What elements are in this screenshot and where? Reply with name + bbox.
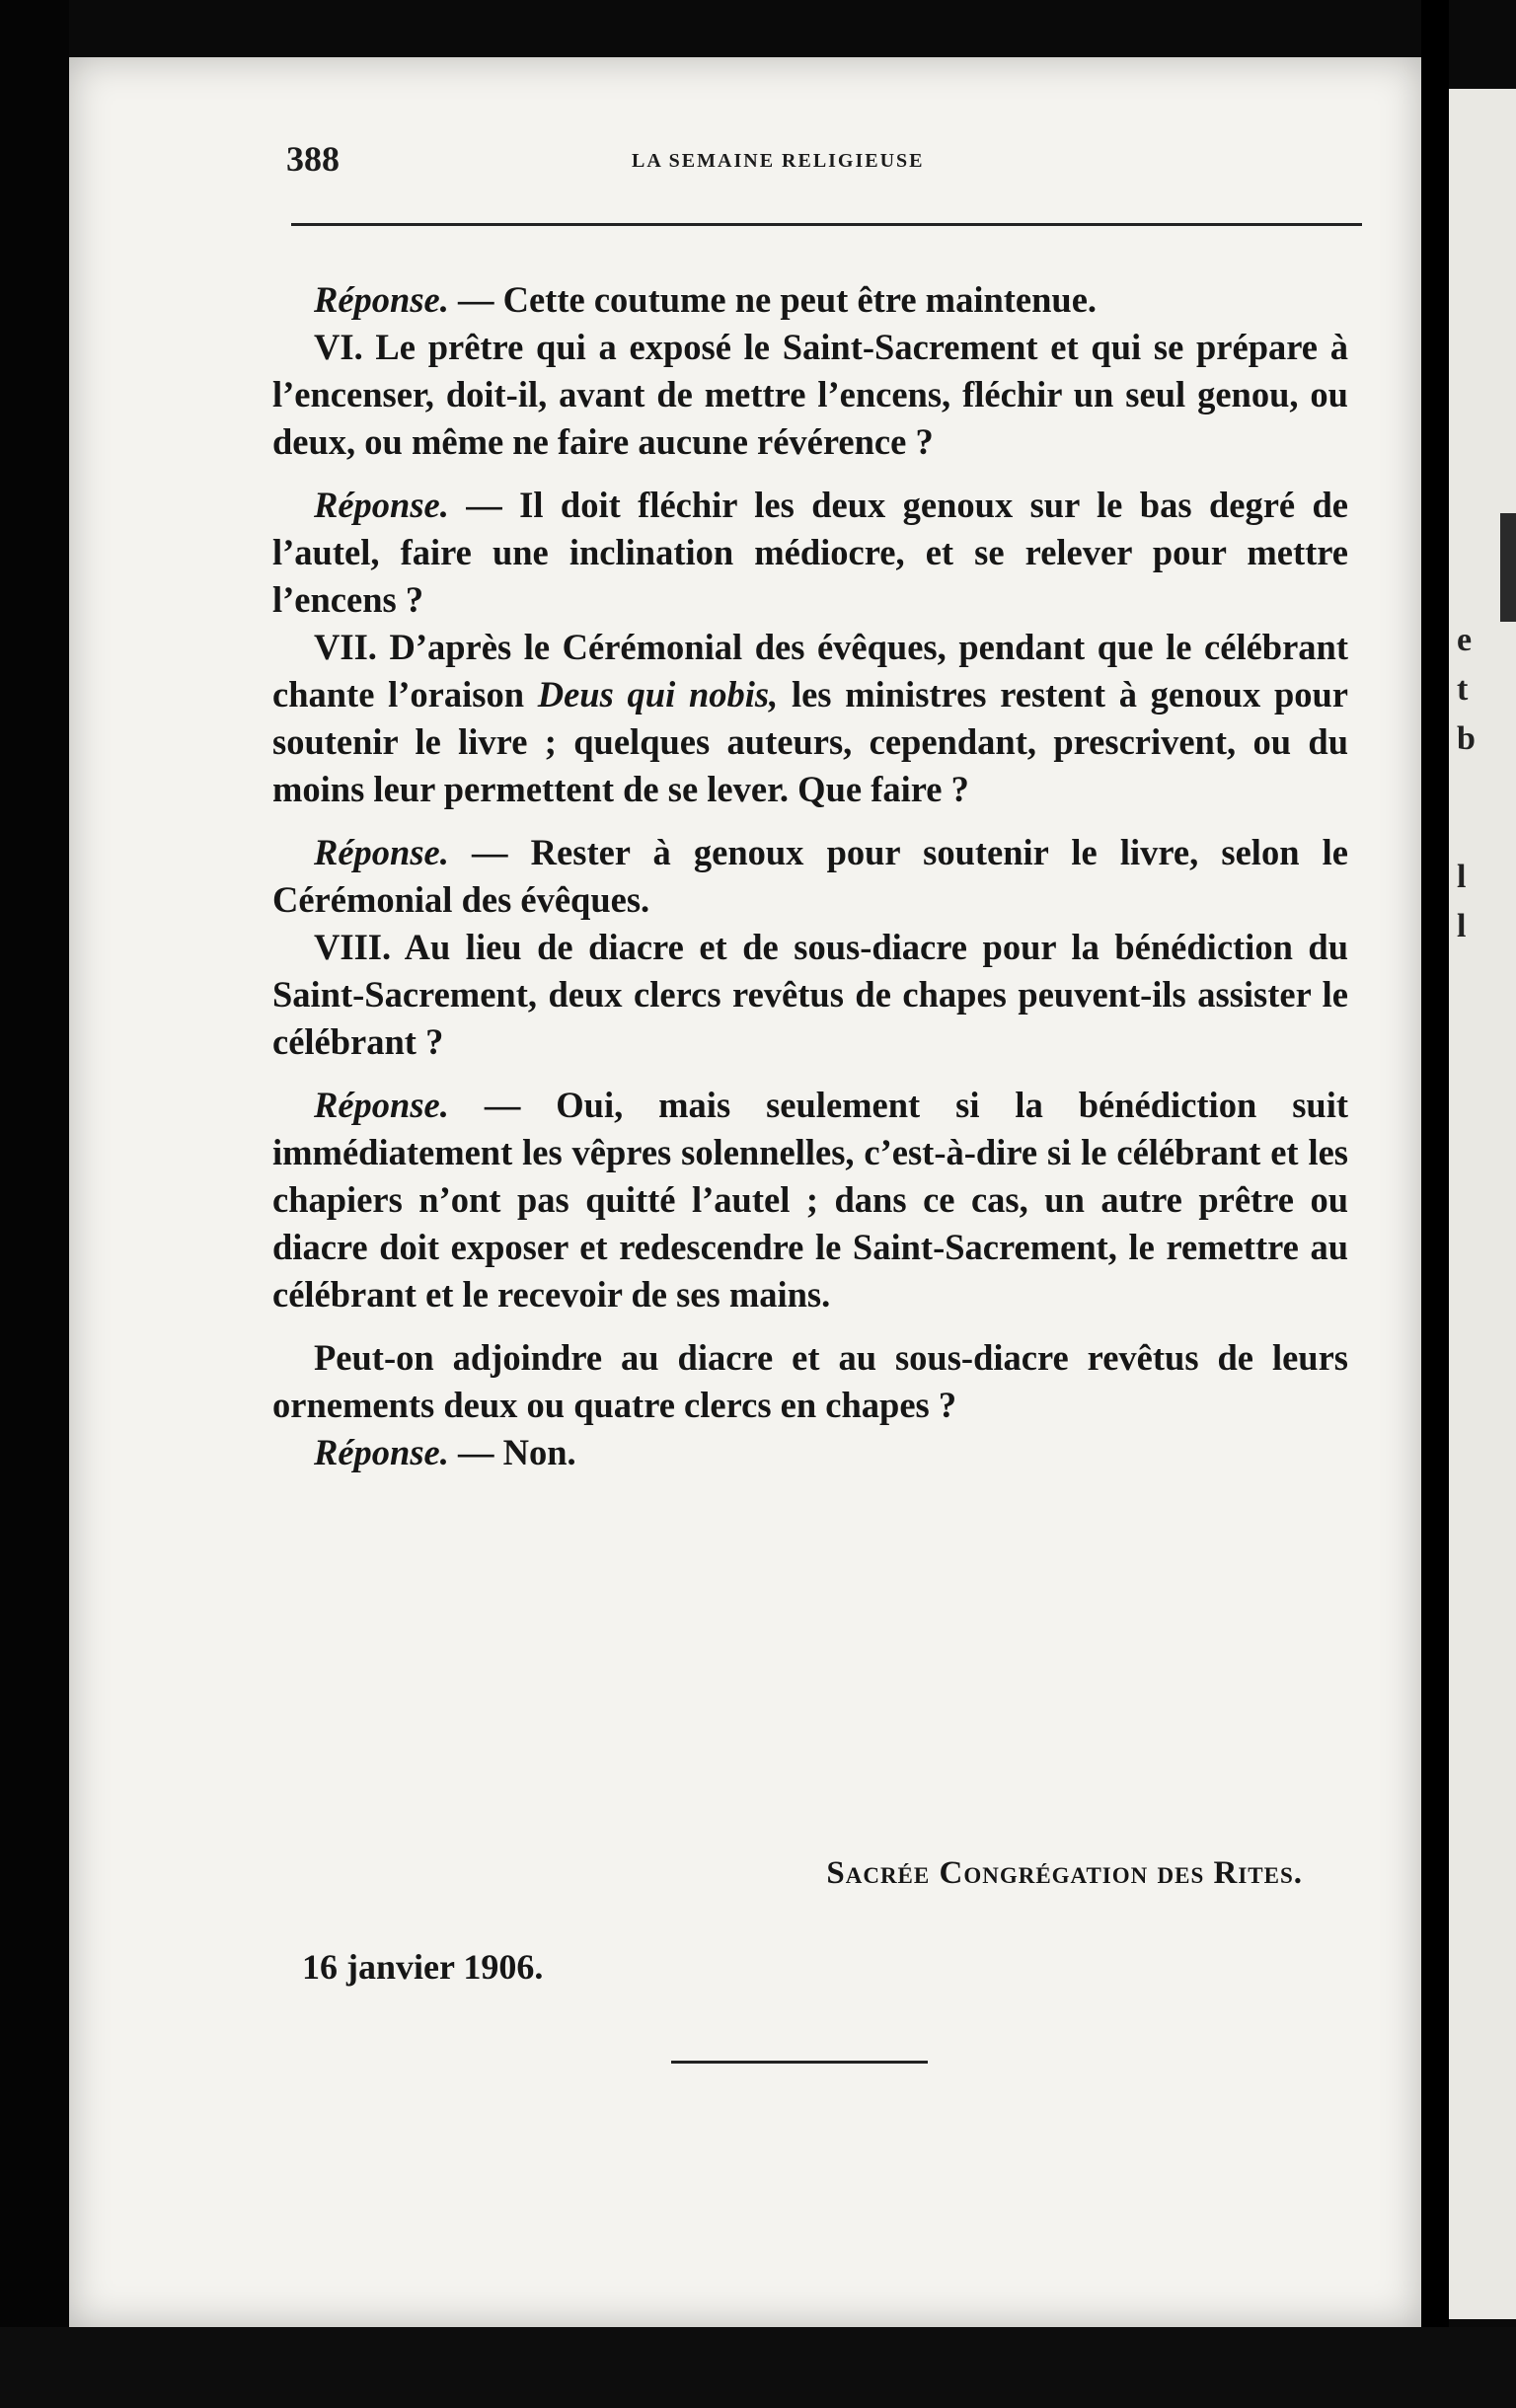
paragraph-text: — Rester à genoux pour soutenir le livre, selon le Cérémonial des évêques. <box>272 832 1348 920</box>
next-page-fragment: l <box>1457 908 1467 944</box>
paragraph-text: VI. Le prêtre qui a exposé le Saint-Sacrement et qui se prépare à l’encenser, doit-il, avant de mettre l’encens, fléchir un seul genou, ou deux, ou même ne faire aucune révérence ? <box>272 327 1348 462</box>
paragraph-text: — Oui, mais seulement si la bénédiction suit immédiatement les vêpres solennelles, c’est-à-dire si le célébrant et les chapiers n’ont pas quitté l’autel ; dans ce cas, un autre prêtre ou diacre doit exposer et redescendre le Saint-Sacrement, le remettre au célébrant et le recevoir de ses mains. <box>272 1085 1348 1315</box>
page-number: 388 <box>286 139 340 179</box>
next-page-fragment: l <box>1457 859 1467 895</box>
paragraph-question-vi <box>272 324 1348 466</box>
paragraph-text: VIII. Au lieu de diacre et de sous-diacre pour la bénédiction du Saint-Sacrement, deux clercs revêtus de chapes peuvent-ils assister le célébrant ? <box>272 927 1348 1062</box>
paragraph-question-ix <box>272 1334 1348 1429</box>
body-text <box>272 276 1348 1476</box>
response-label: Réponse. <box>314 485 449 525</box>
scan-border-bottom <box>0 2327 1516 2408</box>
next-page-fragment: e <box>1457 622 1473 658</box>
paragraph-text: Peut-on adjoindre au diacre et au sous-diacre revêtus de leurs ornements deux ou quatre clercs en chapes ? <box>272 1337 1348 1425</box>
paragraph-question-viii <box>272 924 1348 1066</box>
scan-border-left <box>0 0 69 2408</box>
response-label: Réponse. <box>314 832 449 872</box>
paragraph-response-1 <box>272 276 1348 324</box>
end-rule <box>671 2061 928 2064</box>
paragraph-response-4 <box>272 1082 1348 1318</box>
header-rule <box>291 223 1362 226</box>
paragraph-text: — Il doit fléchir les deux genoux sur le bas degré de l’autel, faire une inclination médiocre, et se relever pour mettre l’encens ? <box>272 485 1348 620</box>
paragraph-response-5 <box>272 1429 1348 1476</box>
paragraph-text: — Non. <box>448 1432 576 1472</box>
next-page-mark <box>1500 513 1516 622</box>
paragraph-text: VII. D’après le Cérémonial des évêques, pendant que le célébrant chante l’oraison <box>272 627 1348 715</box>
running-head <box>286 138 1362 197</box>
signature: Sacrée Congrégation des Rites. <box>826 1855 1303 1891</box>
response-label: Réponse. <box>314 279 449 320</box>
running-title: LA SEMAINE RELIGIEUSE <box>632 150 925 172</box>
book-gutter <box>1421 0 1449 2408</box>
paragraph-text: les ministres restent à genoux pour soutenir le livre ; quelques auteurs, cependant, prescrivent, ou du moins leur permettent de se lever. Que faire ? <box>272 674 1348 809</box>
paragraph-text: — Cette coutume ne peut être maintenue. <box>448 279 1098 320</box>
date-line: 16 janvier 1906. <box>302 1947 544 1987</box>
response-label: Réponse. <box>314 1085 449 1125</box>
next-page-fragment: b <box>1457 720 1476 757</box>
italic-prayer-title: Deus qui nobis, <box>537 674 779 715</box>
paragraph-response-2 <box>272 482 1348 624</box>
next-page-fragment: t <box>1457 671 1469 708</box>
next-page-edge <box>1449 89 1516 2319</box>
response-label: Réponse. <box>314 1432 449 1472</box>
paragraph-response-3 <box>272 829 1348 924</box>
paragraph-question-vii <box>272 624 1348 813</box>
